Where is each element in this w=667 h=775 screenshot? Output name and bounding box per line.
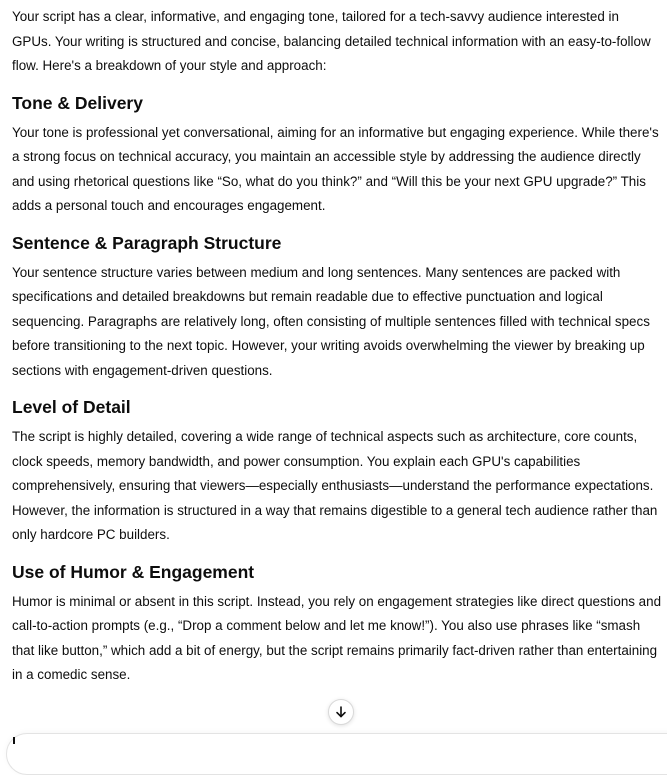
section-sentence-structure bbox=[12, 231, 662, 384]
message-composer[interactable] bbox=[6, 733, 667, 775]
section-heading: Tone & Delivery bbox=[12, 92, 143, 113]
intro-paragraph: Your script has a clear, informative, and engaging tone, tailored for a tech-savvy audience interested in GPUs. Your writing is structured and concise, balancing detailed technical information with an easy-to-follow flow. Here's a breakdown of your style and approach: bbox=[12, 9, 651, 73]
section-body: Humor is minimal or absent in this script. Instead, you rely on engagement strategies like direct questions and call-to-action prompts (e.g., “Drop a comment below and let me know!”). You also use phrases like “smash that like button,” which add a bit of energy, but the script remains primarily fact-driven rather than entertaining in a comedic sense. bbox=[12, 593, 662, 682]
scroll-to-bottom-button[interactable] bbox=[328, 699, 354, 725]
response-content bbox=[12, 5, 662, 700]
section-body: Your tone is professional yet conversational, aiming for an informative but engaging experience. While there's a strong focus on technical accuracy, you maintain an accessible style by addressing the audience directly and using rhetorical questions like “So, what do you think?” and “Will this be your next GPU upgrade?” This adds a personal touch and encourages engagement. bbox=[12, 124, 659, 213]
section-level-of-detail bbox=[12, 395, 662, 548]
section-tone-delivery bbox=[12, 91, 662, 219]
section-body: Your sentence structure varies between medium and long sentences. Many sentences are packed with specifications and detailed breakdowns but remain readable due to effective punctuation and logical sequencing. Paragraphs are relatively long, often consisting of multiple sentences filled with technical specs before transitioning to the next topic. However, your writing avoids overwhelming the viewer by breaking up sections with engagement-driven questions. bbox=[12, 264, 650, 378]
arrow-down-icon bbox=[334, 705, 348, 719]
section-humor-engagement bbox=[12, 560, 662, 688]
section-heading: Sentence & Paragraph Structure bbox=[12, 232, 282, 253]
text-cursor bbox=[13, 737, 15, 744]
section-body: The script is highly detailed, covering a wide range of technical aspects such as architecture, core counts, clock speeds, memory bandwidth, and power consumption. You explain each GPU's capabilities comprehensively, ensuring that viewers—especially enthusiasts—understand the performance expectations. However, the information is structured in a way that remains digestible to a general tech audience rather than only hardcore PC builders. bbox=[12, 429, 658, 542]
section-heading: Use of Humor & Engagement bbox=[12, 561, 255, 582]
section-heading: Level of Detail bbox=[12, 397, 131, 417]
